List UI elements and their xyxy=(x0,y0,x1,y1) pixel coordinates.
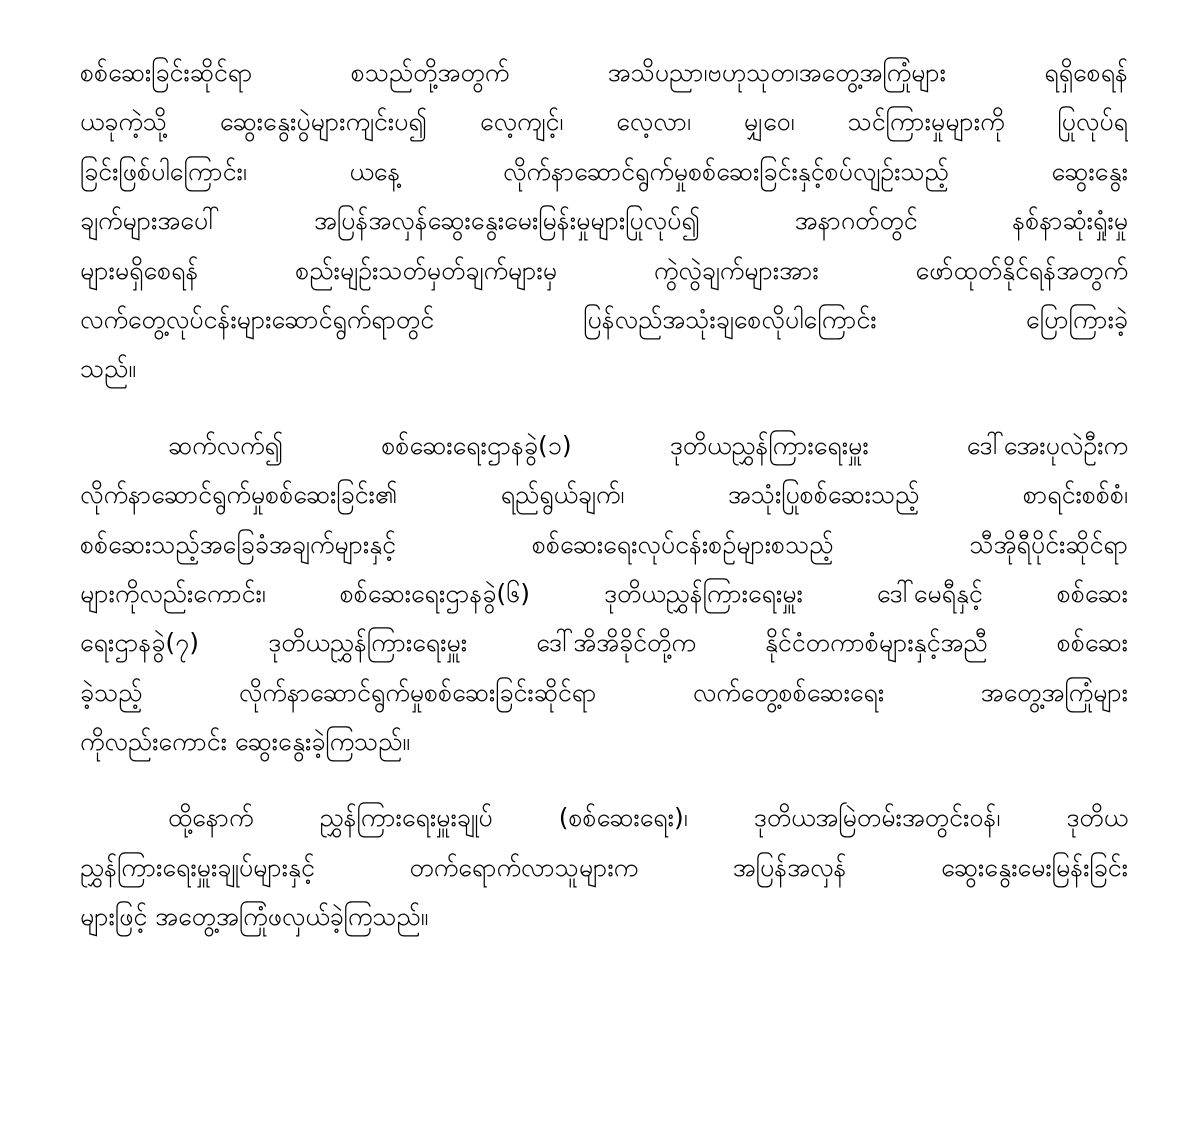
paragraph-2 xyxy=(80,421,1128,767)
paragraph-3 xyxy=(80,793,1128,941)
paragraph-spacer xyxy=(80,766,1128,793)
paragraph-spacer xyxy=(80,394,1128,421)
text-line: ထို့နောက် ညွှန်ကြားရေးမှူးချုပ် (စစ်ဆေးရေး)၊ ဒုတိယအမြဲတမ်းအတွင်းဝန်၊ ဒုတိယ xyxy=(168,803,1128,833)
document-page xyxy=(80,48,1128,942)
text-line: ရေးဌာနခွဲ(၇) ဒုတိယညွှန်ကြားရေးမှူး ဒေါ်အိအိခိုင်တို့က နိုင်ငံတကာစံများနှင့်အညီ စစ်ဆေး xyxy=(80,628,1128,658)
text-line: ဆက်လက်၍ စစ်ဆေးရေးဌာနခွဲ(၁) ဒုတိယညွှန်ကြားရေးမှူး ဒေါ်အေးပုလဲဦးက xyxy=(168,430,1128,460)
text-line: လိုက်နာဆောင်ရွက်မှုစစ်ဆေးခြင်း၏ ရည်ရွယ်ချက်၊ အသုံးပြုစစ်ဆေးသည့် စာရင်းစစ်စံ၊ xyxy=(80,480,1128,510)
text-line: ခြင်းဖြစ်ပါကြောင်း၊ ယနေ့ လိုက်နာဆောင်ရွက်မှုစစ်ဆေးခြင်းနှင့်စပ်လျဉ်းသည့် ဆွေးနွေး xyxy=(80,156,1128,186)
text-line: သည်။ xyxy=(80,354,136,384)
paragraph-1 xyxy=(80,48,1128,394)
text-line: စစ်ဆေးသည့်အခြေခံအချက်များနှင့် စစ်ဆေးရေးလုပ်ငန်းစဉ်များစသည့် သီအိုရီပိုင်းဆိုင်ရာ xyxy=(80,529,1128,559)
text-line: စစ်ဆေးခြင်းဆိုင်ရာ စသည်တို့အတွက် အသိပညာ၊ဗဟုသုတ၊အတွေ့အကြုံများ ရရှိစေရန် xyxy=(80,58,1128,87)
text-line: များကိုလည်းကောင်း၊ စစ်ဆေးရေးဌာနခွဲ(၆) ဒုတိယညွှန်ကြားရေးမှူး ဒေါ်မေရီနှင့် စစ်ဆေး xyxy=(80,578,1128,608)
text-line: ယခုကဲ့သို့ ဆွေးနွေးပွဲများကျင်းပ၍ လေ့ကျင့်၊ လေ့လာ၊ မျှဝေ၊ သင်ကြားမှုများကို ပြုလုပ်ရ xyxy=(80,107,1128,137)
text-line: ချက်များအပေါ် အပြန်အလှန်ဆွေးနွေးမေးမြန်းမှုများပြုလုပ်၍ အနာဂတ်တွင် နစ်နာဆုံးရှုံးမှု xyxy=(80,206,1128,236)
text-line: ညွှန်ကြားရေးမှူးချုပ်များနှင့် တက်ရောက်လာသူများက အပြန်အလှန် ဆွေးနွေးမေးမြန်းခြင်း xyxy=(80,852,1128,882)
text-line: များမရှိစေရန် စည်းမျဉ်းသတ်မှတ်ချက်များမှ ကွဲလွဲချက်များအား ဖော်ထုတ်နိုင်ရန်အတွက် xyxy=(80,255,1128,285)
text-line: ခဲ့သည့် လိုက်နာဆောင်ရွက်မှုစစ်ဆေးခြင်းဆိုင်ရာ လက်တွေ့စစ်ဆေးရေး အတွေ့အကြုံများ xyxy=(80,677,1128,707)
text-line: လက်တွေ့လုပ်ငန်းများဆောင်ရွက်ရာတွင် ပြန်လည်အသုံးချစေလိုပါကြောင်း ပြောကြားခဲ့ xyxy=(80,304,1128,334)
text-line: များဖြင့် အတွေ့အကြုံဖလှယ်ခဲ့ကြသည်။ xyxy=(80,902,429,932)
text-line: ကိုလည်းကောင်း ဆွေးနွေးခဲ့ကြသည်။ xyxy=(80,727,410,757)
